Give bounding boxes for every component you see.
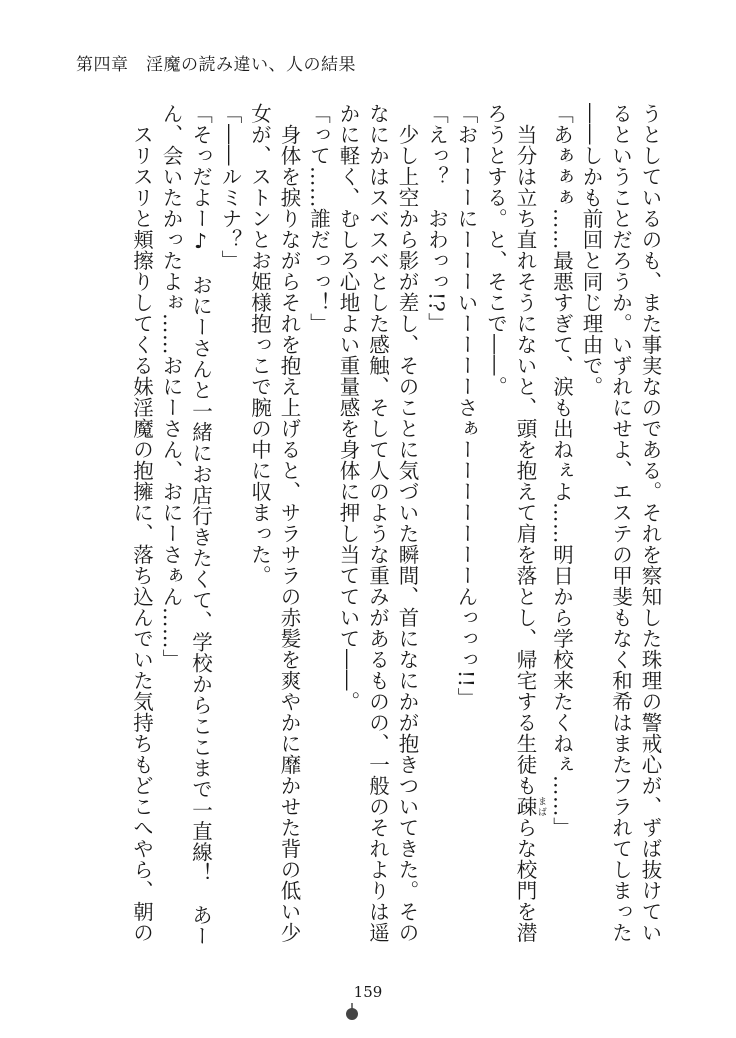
text-line: かに軽く、むしろ心地よい重量感を身体に押し当てていて――。 [336,103,360,712]
ruby-line-text: 当分は立ち直れそうにないと、頭を抱えて肩を落とし、帰宅する生徒も疎 まばらな校門を潜 [513,103,546,943]
text-line: 女が、ストンとお姫様抱っこで腕の中に収まった。 [247,103,272,586]
text-line: 少し上空から影が差し、そのことに気づいた瞬間、首になにかが抱きついてきた。その [395,103,419,943]
chapter-title: 第四章 淫魔の読み違い、人の結果 [76,55,356,75]
page-number: 159 [353,983,383,1001]
body-text [74,103,664,958]
text-line: 身体を捩りながらそれを抱え上げると、サラサラの赤髪を爽やかに靡かせた背の低い少 [277,103,301,943]
text-line: 「そっだよー♪ おにーさんと一緒にお店行きたくて、学校からここまで一直線！ あー [188,103,213,947]
text-line: ん、会いたかったよぉ……おにーさん、おにーさぁん……」 [159,103,183,670]
ruby-annotation: 疎 まば [513,796,546,817]
text-line-with-ruby [510,103,547,958]
text-line: るということだろうか。いずれにせよ、エステの甲斐もなく和希はまたフラれてしまった [608,103,633,943]
text-line: うとしているのも、また事実なのである。それを察知した珠理の警戒心が、ずば抜けてい [638,103,662,943]
text-line: ――しかも前回と同じ理由で。 [579,103,603,397]
text-line: 「あぁぁぁ……最悪すぎて、涙も出ねぇよ……明日から学校来たくねぇ……」 [549,103,574,838]
text-line: なにかはスベスベとした感触、そして人のような重みがあるものの、一般のそれよりは遥 [365,103,390,943]
text-line: 「――ルミナ？」 [218,103,242,271]
text-line: スリスリと頬擦りしてくる妹淫魔の抱擁に、落ち込んでいた気持ちもどこへやら、朝の [129,103,154,943]
text-line: 「えっ？ おわっっ!?」 [424,103,449,334]
text-line: 「おーーーにーーーいーーーーさぁーーーーーーーんっっっ!!」 [454,103,478,709]
ruby-reading: まば [536,796,546,817]
text-line: 「って……誰だっっ！」 [306,103,331,334]
text-line: ろうとする。と、そこで――。 [483,103,508,397]
bookmark-dot [346,1008,358,1020]
